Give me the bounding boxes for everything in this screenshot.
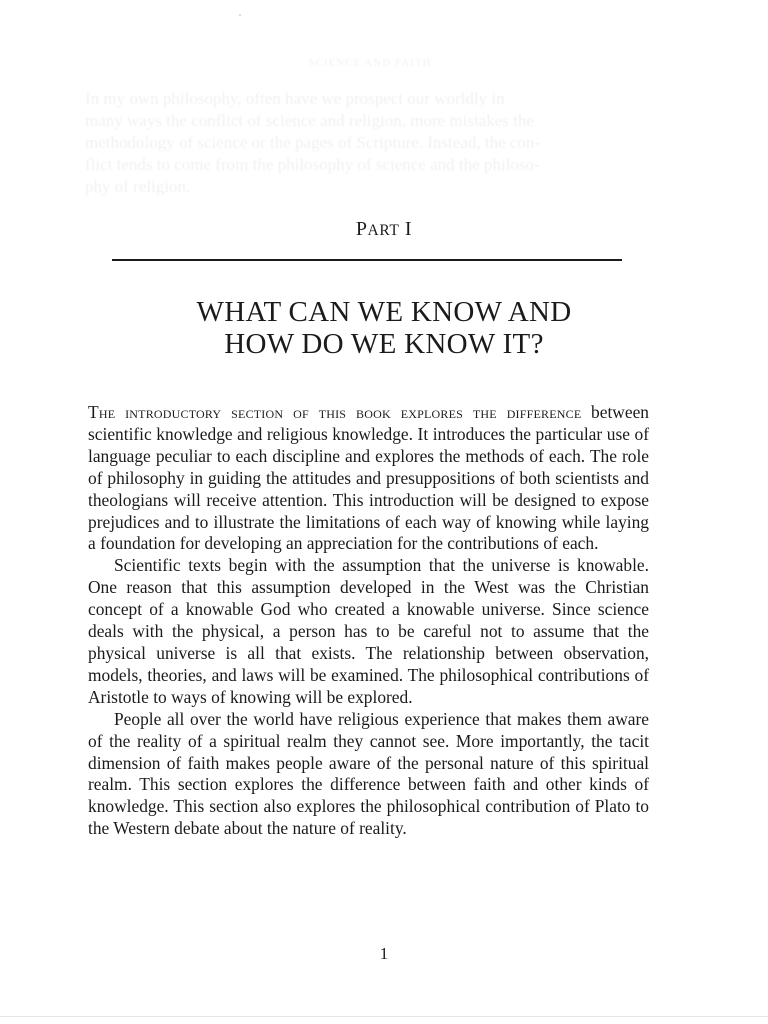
part-label-cap: P (355, 218, 368, 240)
chapter-title-line-2: HOW DO WE KNOW IT? (224, 328, 544, 360)
title-divider (112, 259, 622, 261)
lead-cap: T (88, 402, 99, 422)
paragraph-1 (88, 402, 649, 555)
chapter-title (60, 296, 708, 360)
paper-speck (239, 14, 241, 16)
bleed-through-line: methodology of science or the pages of Scripture. Instead, the con- (85, 133, 541, 152)
bleed-through-text (85, 52, 655, 198)
bleed-through-header: SCIENCE AND FAITH (308, 57, 432, 69)
paragraph-2: Scientific texts begin with the assumption that the universe is knowable. One reason that this assumption developed in the West was the Christian concept of a knowable God who created a knowable universe. Since science deals with the physical, a person has to be careful not to assume that the physical universe is all that exists. The relationship between observation, models, theories, and laws will be examined. The philosophical contributions of Aristotle to ways of knowing will be explored. (88, 555, 649, 707)
lead-rest: he introductory section of this book explores the difference (98, 402, 582, 422)
part-label-rest: ART (367, 222, 400, 239)
body-text (88, 402, 649, 840)
page-bottom-edge (0, 1016, 768, 1017)
paragraph-1-text: between scientific knowledge and religious knowledge. It introduces the particular use of language peculiar to each discipline and explores the methods of each. The role of philosophy in guiding the attitudes and presuppositions of both scientists and theologians will receive attention. This introduction will be designed to expose prejudices and to illustrate the limitations of each way of knowing while laying a foundation for developing an appreciation for the contributions of each. (88, 402, 649, 554)
part-numeral: I (404, 218, 413, 240)
paragraph-3: People all over the world have religious experience that makes them aware of the reality of a spiritual realm they cannot see. More importantly, the tacit dimension of faith makes people aware of the personal nature of this spiritual realm. This section explores the difference between faith and other kinds of knowledge. This section also explores the philosophical contribution of Plato to the Western debate about the nature of reality. (88, 708, 649, 839)
part-label (0, 217, 768, 243)
paragraph-1-lead (88, 402, 581, 422)
bleed-through-line: In my own philosophy, often have we prospect our worldly in (85, 89, 505, 108)
chapter-title-line-1: WHAT CAN WE KNOW AND (196, 296, 572, 328)
bleed-through-line: flict tends to come from the philosophy of science and the philoso- (85, 155, 540, 174)
bleed-through-line: many ways the conflict of science and religion, more mistakes the (85, 111, 534, 130)
bleed-through-line: phy of religion. (85, 177, 191, 196)
page-number: 1 (379, 944, 389, 963)
